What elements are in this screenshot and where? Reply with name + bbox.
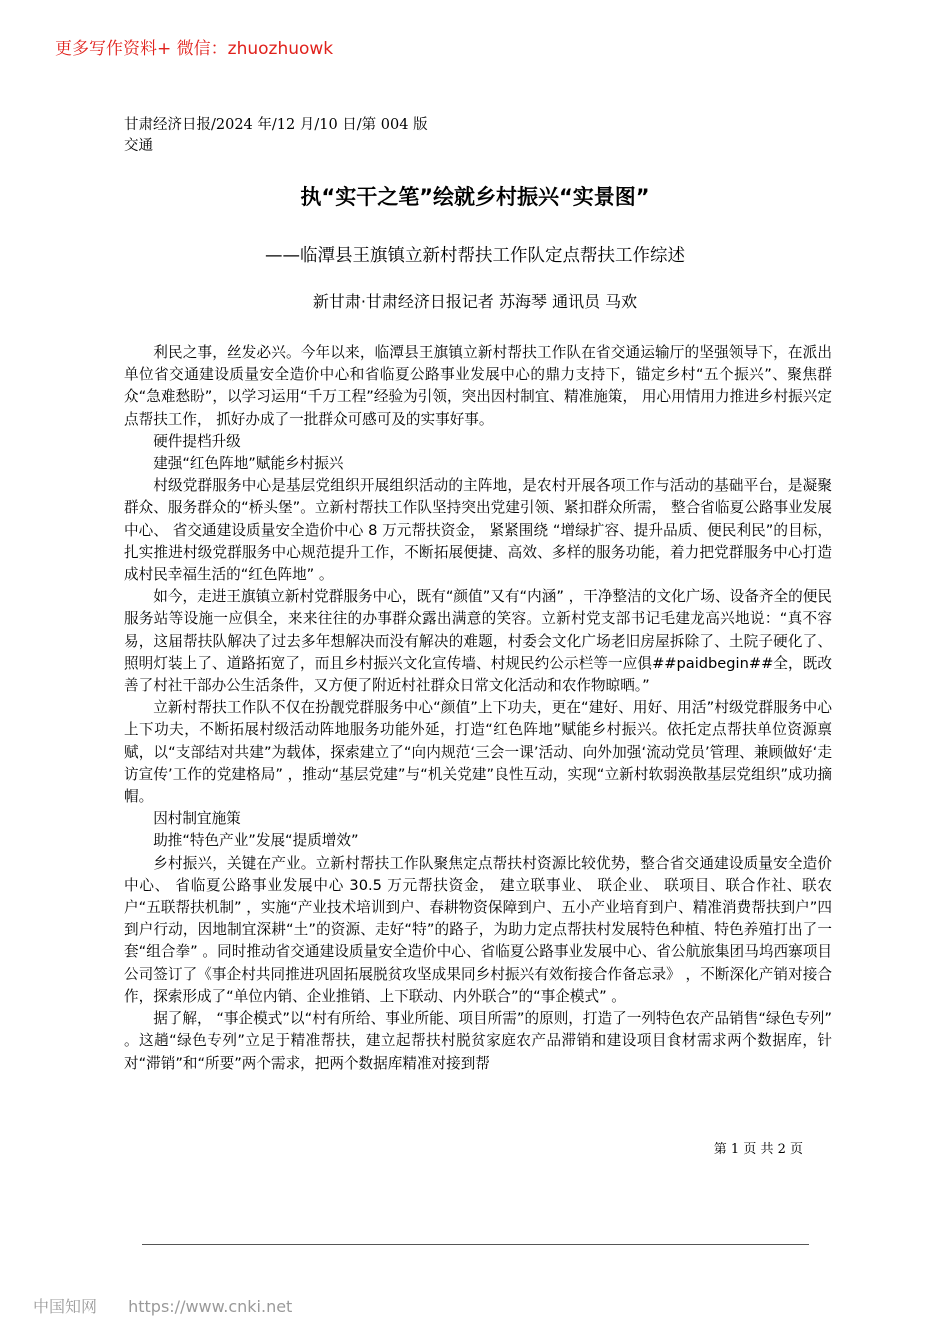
article-title: 执“实干之笔”绘就乡村振兴“实景图” — [300, 185, 650, 209]
paragraph: 如今，走进王旗镇立新村党群服务中心，既有“颜值”又有“内涵” ，干净整洁的文化广场、设备齐全的便民服务站等设施一应俱全，来来往往的办事群众露出满意的笑容。立新村党支部书记毛建龙高兴地说：“真不容易，这届帮扶队解决了过去多年想解决而没有解决的难题，村委会文化广场老旧房屋拆除了、土院子硬化了、照明灯装上了、道路拓宽了，而且乡村振兴文化宣传墙、村规民约公示栏等一应俱##paidbegin##全，既改善了村社干部办公生活条件，又方便了附近村社群众日常文化活动和农作物晾晒。” — [124, 588, 832, 695]
paragraph: 村级党群服务中心是基层党组织开展组织活动的主阵地，是农村开展各项工作与活动的基础平台，是凝聚群众、服务群众的“桥头堡”。立新村帮扶工作队坚持突出党建引领、紧扣群众所需， 整合省临夏公路事业发展中心、 省交通建设质量安全造价中心 8 万元帮扶资金， 紧紧围绕 “增绿扩容、提升品质、便民利民”的目标，扎实推进村级党群服务中心规范提升工作，不断拓展便捷、高效、多样的服务功能，着力把党群服务中心打造成村民幸福生活的“红色阵地” 。 — [124, 477, 832, 584]
cnki-watermark — [33, 1294, 292, 1317]
article-body — [124, 342, 832, 1075]
promo-banner: 更多写作资料+ 微信：zhuozhuowk — [55, 39, 334, 59]
section-heading: 因村制宜施策 — [153, 810, 241, 828]
section-subheading: 建强“红色阵地”赋能乡村振兴 — [153, 455, 344, 473]
paragraph-intro: 利民之事，丝发必兴。今年以来，临潭县王旗镇立新村帮扶工作队在省交通运输厅的坚强领导下，在派出单位省交通建设质量安全造价中心和省临夏公路事业发展中心的鼎力支持下，锚定乡村“五个振兴”、聚焦群众“急难愁盼”，以学习运用“千万工程”经验为引领，突出因村制宜、精准施策， 用心用情用力推进乡村振兴定点帮扶工作， 抓好办成了一批群众可感可及的实事好事。 — [124, 344, 832, 428]
source-line: 甘肃经济日报/2024 年/12 月/10 日/第 004 版交通 — [124, 117, 428, 154]
byline: 新甘肃·甘肃经济日报记者 苏海琴 通讯员 马欢 — [312, 292, 638, 311]
footer-divider — [142, 1244, 809, 1245]
paragraph: 立新村帮扶工作队不仅在扮靓党群服务中心“颜值”上下功夫，更在“建好、用好、用活”村级党群服务中心上下功夫，不断拓展村级活动阵地服务功能外延，打造“红色阵地”赋能乡村振兴。依托定点帮扶单位资源禀赋，以“支部结对共建”为载体，探索建立了“向内规范‘三会一课’活动、向外加强‘流动党员’管理、兼顾做好‘走访宣传’工作的党建格局” ，推动“基层党建”与“机关党建”良性互动，实现“立新村软弱涣散基层党组织”成功摘帽。 — [124, 699, 832, 806]
section-subheading: 助推“特色产业”发展“提质增效” — [153, 832, 359, 850]
section-heading: 硬件提档升级 — [153, 432, 241, 450]
article-subtitle: ——临潭县王旗镇立新村帮扶工作队定点帮扶工作综述 — [265, 246, 685, 266]
watermark-name: 中国知网 — [33, 1297, 98, 1316]
paragraph: 据了解， “事企模式”以“村有所给、事业所能、项目所需”的原则，打造了一列特色农产品销售“绿色专列” 。这趟“绿色专列”立足于精准帮扶，建立起帮扶村脱贫家庭农产品滞销和建设项目食材需求两个数据库，针对“滞销”和“所要”两个需求，把两个数据库精准对接到帮 — [124, 1010, 832, 1072]
paragraph: 乡村振兴，关键在产业。立新村帮扶工作队聚焦定点帮扶村资源比较优势，整合省交通建设质量安全造价中心、 省临夏公路事业发展中心 30.5 万元帮扶资金， 建立联事业、 联企业、 联项目、联合作社、联农户“五联帮扶机制” ，实施“产业技术培训到户、春耕物资保障到户、五小产业培育到户、精准消费帮扶到户”四到户行动，因地制宜深耕“土”的资源、走好“特”的路子，为助力定点帮扶村发展特色种植、特色养殖打出了一套“组合拳” 。同时推动省交通建设质量安全造价中心、省临夏公路事业发展中心、省公航旅集团马坞西寨项目公司签订了《事企村共同推进巩固拓展脱贫攻坚成果同乡村振兴有效衔接合作备忘录》 ，不断深化产销对接合作，探索形成了“单位内销、企业推销、上下联动、内外联合”的“事企模式” 。 — [124, 854, 832, 1005]
watermark-url: https://www.cnki.net — [128, 1297, 293, 1316]
page-number: 第 1 页 共 2 页 — [713, 1142, 803, 1157]
